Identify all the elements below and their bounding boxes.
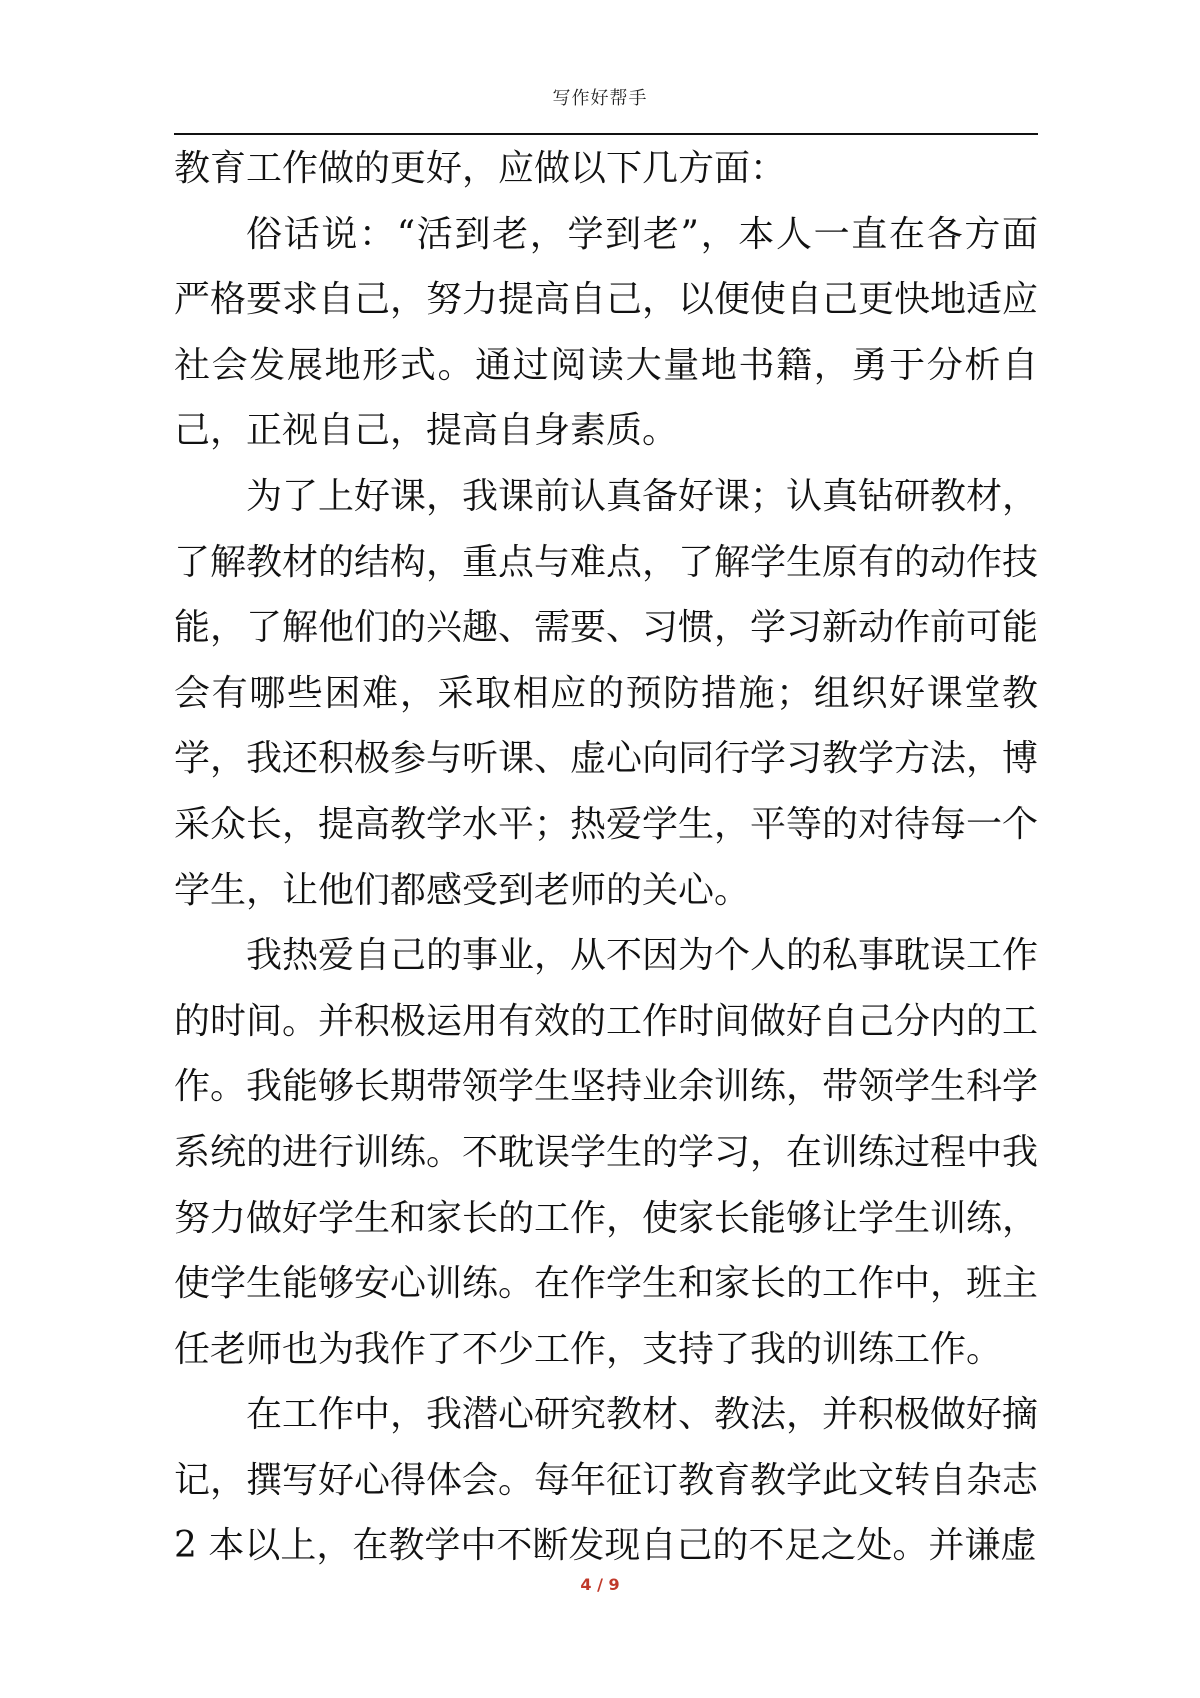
paragraph: 俗话说：“活到老，学到老”，本人一直在各方面严格要求自己，努力提高自己，以便使自己更快地适应社会发展地形式。通过阅读大量地书籍，勇于分析自己，正视自己，提高自身素质。 bbox=[174, 213, 1039, 452]
paragraph: 我热爱自己的事业，从不因为个人的私事耽误工作的时间。并积极运用有效的工作时间做好自己分内的工作。我能够长期带领学生坚持业余训练，带领学生科学系统的进行训练。不耽误学生的学习，在训练过程中我努力做好学生和家长的工作，使家长能够让学生训练，使学生能够安心训练。在作学生和家长的工作中，班主任老师也为我作了不少工作，支持了我的训练工作。 bbox=[174, 935, 1039, 1370]
paragraph: 教育工作做的更好，应做以下几方面： bbox=[174, 148, 787, 189]
header-divider bbox=[174, 133, 1038, 135]
document-body bbox=[174, 136, 1038, 1579]
page-number: 4 / 9 bbox=[580, 1575, 620, 1594]
paragraph: 在工作中，我潜心研究教材、教法，并积极做好摘记，撰写好心得体会。每年征订教育教学此文转自杂志 2 本以上，在教学中不断发现自己的不足之处。并谦虚 bbox=[174, 1394, 1039, 1567]
paragraph: 为了上好课，我课前认真备好课；认真钻研教材，了解教材的结构，重点与难点，了解学生原有的动作技能，了解他们的兴趣、需要、习惯，学习新动作前可能会有哪些困难，采取相应的预防措施；组织好课堂教学，我还积极参与听课、虚心向同行学习教学方法，博采众长，提高教学水平；热爱学生，平等的对待每一个学生，让他们都感受到老师的关心。 bbox=[174, 475, 1039, 911]
page-header-title: 写作好帮手 bbox=[552, 88, 648, 109]
